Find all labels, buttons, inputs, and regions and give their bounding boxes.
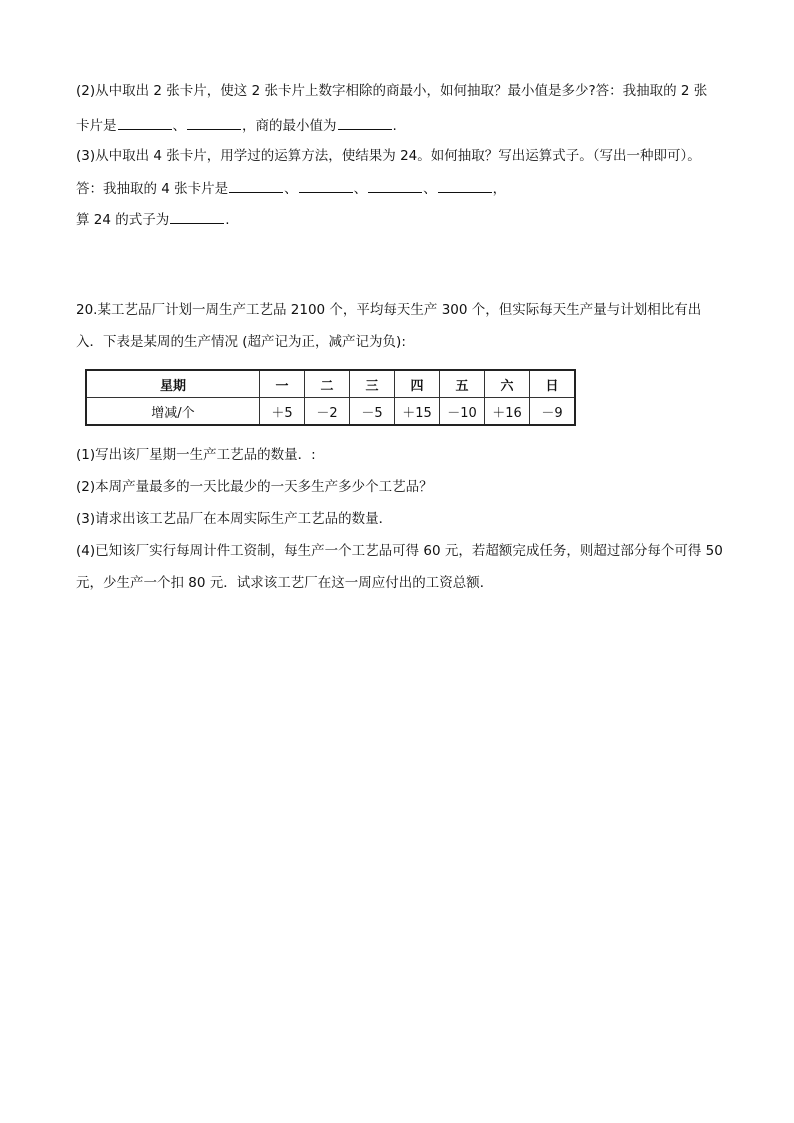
comma: ，	[492, 181, 507, 197]
row-header-weekday: 星期	[86, 370, 260, 398]
answer-blank-6[interactable]	[368, 178, 422, 193]
q19-part2-line2	[76, 115, 397, 136]
q20-sub3: (3)请求出该工艺品厂在本周实际生产工艺品的数量．	[76, 511, 393, 527]
table-row-weekday	[86, 370, 575, 398]
day-cell: 六	[485, 370, 530, 398]
day-cell: 二	[305, 370, 350, 398]
q19-part2-line1: (2)从中取出 2 张卡片，使这 2 张卡片上数字相除的商最小，如何抽取？最小值是多少?答：我抽取的 2 张	[76, 83, 708, 99]
separator: 、	[284, 181, 298, 197]
change-cell: ＋16	[485, 398, 530, 426]
answer-blank-2[interactable]	[187, 115, 241, 130]
q19-part2-card-label: 卡片是	[76, 118, 117, 134]
change-cell: －10	[440, 398, 485, 426]
q20-line2: 入．下表是某周的生产情况 (超产记为正，减产记为负):	[76, 334, 406, 350]
period: .	[392, 118, 397, 134]
answer-blank-3[interactable]	[338, 115, 392, 130]
change-cell: －5	[350, 398, 395, 426]
q19-part3-line2	[76, 178, 506, 199]
answer-blank-8[interactable]	[170, 209, 224, 224]
q19-part2-quotient-label: ，商的最小值为	[242, 118, 337, 134]
day-cell: 日	[530, 370, 576, 398]
separator: 、	[353, 181, 368, 197]
change-cell: －2	[305, 398, 350, 426]
day-cell: 一	[260, 370, 305, 398]
q20-sub4-line2: 元，少生产一个扣 80 元．试求该工艺厂在这一周应付出的工资总额．	[76, 575, 494, 591]
day-cell: 三	[350, 370, 395, 398]
q19-part3-expression-label: 算 24 的式子为	[76, 212, 170, 228]
answer-blank-7[interactable]	[438, 178, 492, 193]
row-header-change: 增减/个	[86, 398, 260, 426]
production-table	[85, 369, 576, 426]
day-cell: 四	[395, 370, 440, 398]
answer-blank-1[interactable]	[118, 115, 172, 130]
q19-part3-cards-label: 答：我抽取的 4 张卡片是	[76, 181, 229, 197]
answer-blank-4[interactable]	[229, 178, 283, 193]
q19-part3-line3	[76, 209, 230, 230]
change-cell: －9	[530, 398, 576, 426]
day-cell: 五	[440, 370, 485, 398]
q20-sub1: (1)写出该厂星期一生产工艺品的数量．:	[76, 447, 316, 463]
period: .	[225, 212, 230, 228]
q20-line1: 20.某工艺品厂计划一周生产工艺品 2100 个，平均每天生产 300 个，但实际每天生产量与计划相比有出	[76, 302, 702, 318]
answer-blank-5[interactable]	[299, 178, 353, 193]
change-cell: ＋5	[260, 398, 305, 426]
table-row-change	[86, 398, 575, 426]
separator: 、	[423, 181, 437, 197]
change-cell: ＋15	[395, 398, 440, 426]
q20-sub2: (2)本周产量最多的一天比最少的一天多生产多少个工艺品？	[76, 479, 433, 495]
q20-sub4-line1: (4)已知该厂实行每周计件工资制，每生产一个工艺品可得 60 元，若超额完成任务，则超过部分每个可得 50	[76, 543, 723, 559]
separator: 、	[172, 118, 186, 134]
q19-part3-line1: (3)从中取出 4 张卡片，用学过的运算方法，使结果为 24。如何抽取？写出运算式子。（写出一种即可）。	[76, 148, 701, 164]
